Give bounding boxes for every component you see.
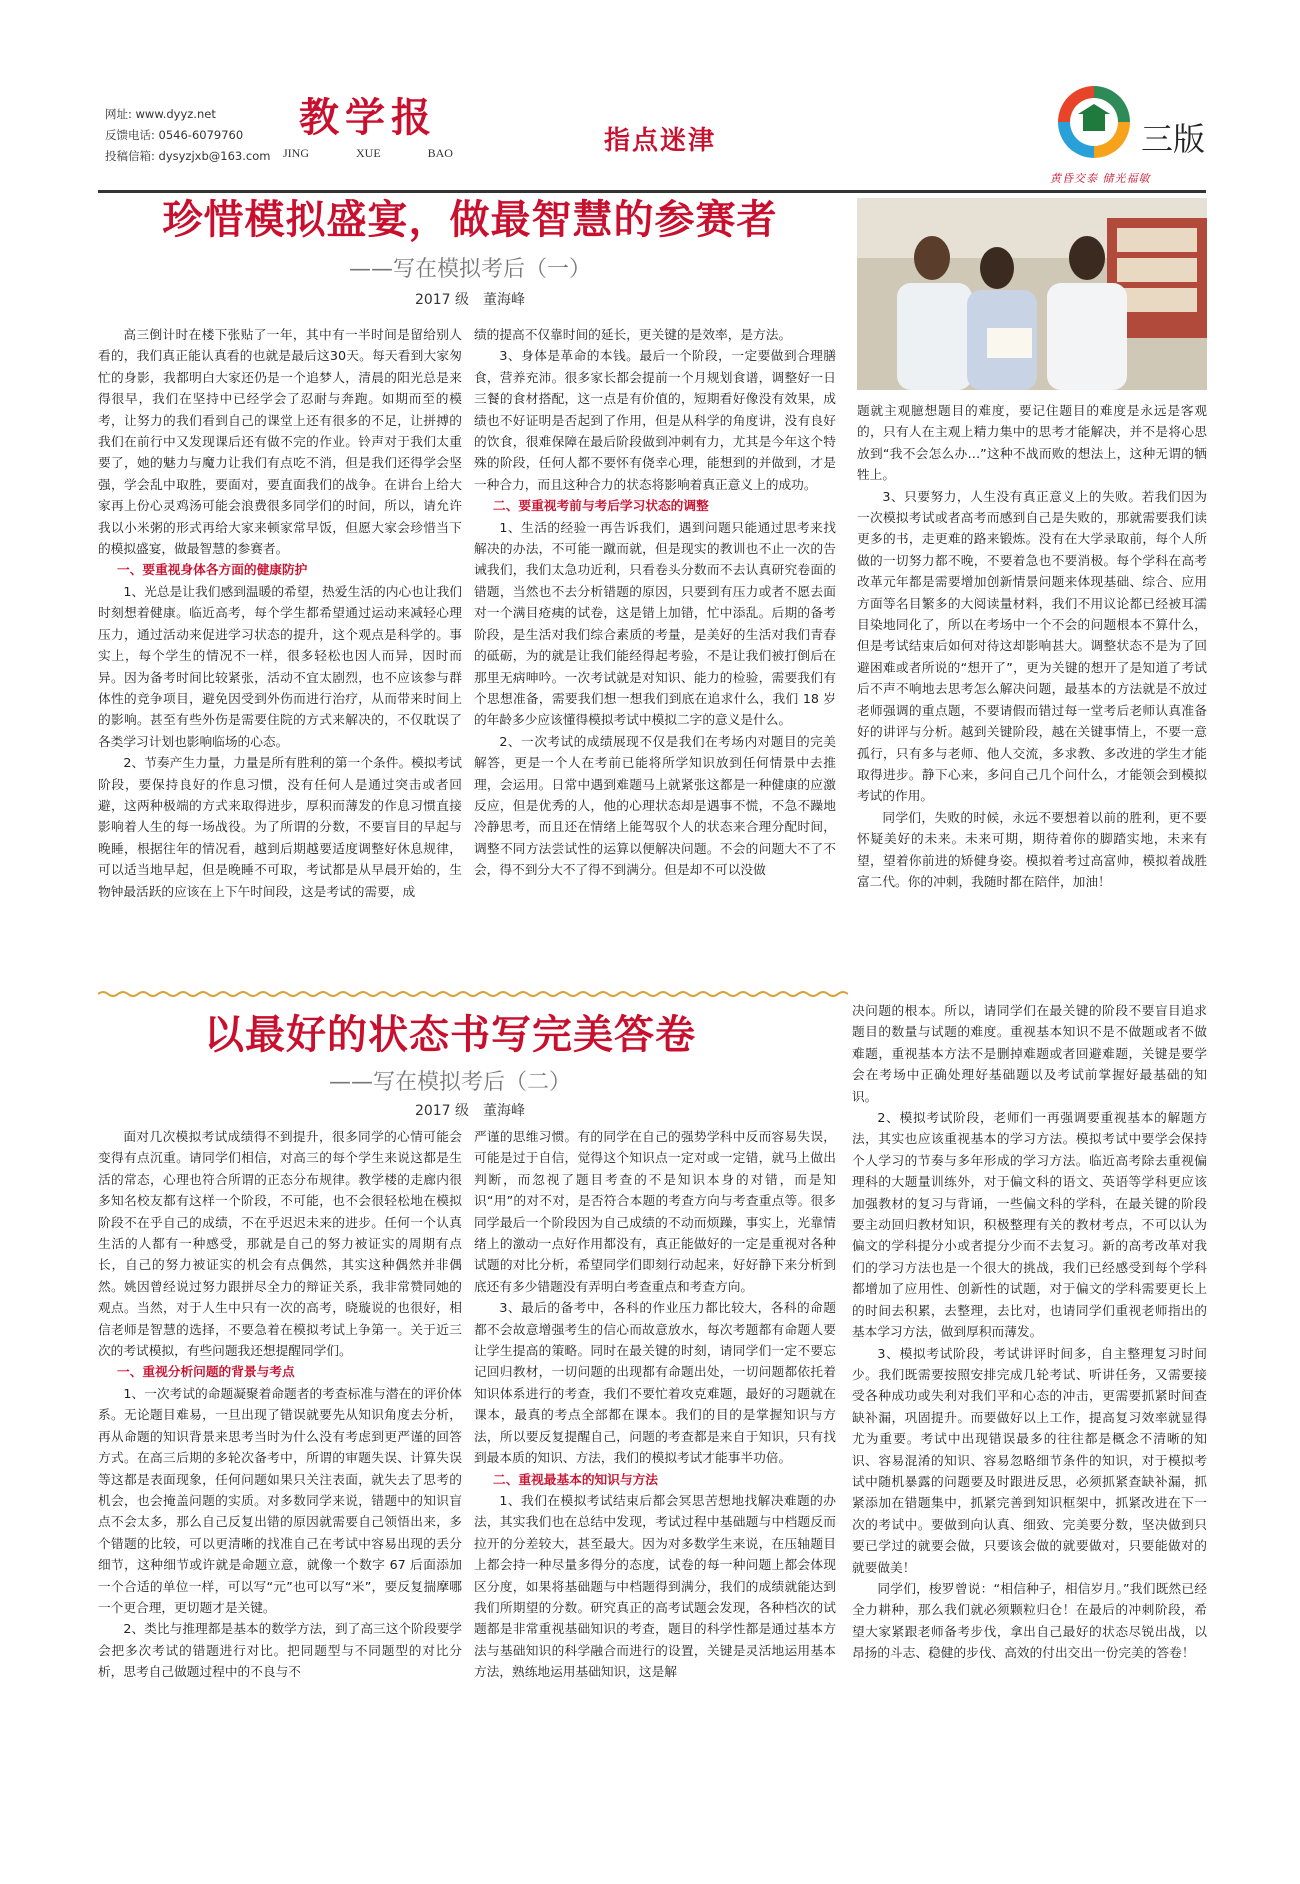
article1-column-1	[98, 324, 462, 1004]
pinyin-3: BAO	[427, 146, 453, 160]
logo-center	[1070, 98, 1118, 146]
wavy-divider	[98, 990, 848, 998]
school-logo-icon	[1058, 86, 1130, 158]
article1-subtitle: ——写在模拟考后（一）	[348, 257, 591, 282]
paragraph: 1、生活的经验一再告诉我们，遇到问题只能通过思考来找解决的办法，不可能一蹴而就，但是现实的教训也不止一次的告诫我们，我们太急功近利，只看卷头分数而不去认真研究卷面的错题，当然也不去分析错题的原因，只要到有压力或者不愿去面对一个满目疮痍的试卷，这是错上加错，忙中添乱。后期的备考阶段，是生活对我们综合素质的考量，是美好的生活对我们青春的砥砺，为的就是让我们能经得起考验，不是让我们被打倒后在那里无病呻吟。一次考试就是对知识、能力的检验，需要我们有个思想准备，需要我们想一想我们到底在追求什么，我们 18 岁的年龄多少应该懂得模拟考试中模拟二字的意义是什么。	[474, 519, 836, 728]
article2-column-2	[474, 1126, 836, 1826]
article2-byline: 2017 级 董海峰	[414, 1103, 526, 1119]
building-icon	[1083, 113, 1105, 131]
article1-col3-body	[857, 400, 1207, 892]
article2-column-3	[852, 1000, 1207, 1800]
article1-title: 珍惜模拟盛宴，做最智慧的参赛者	[162, 196, 778, 243]
article-photo	[857, 198, 1207, 390]
paragraph: 2、模拟考试阶段，老师们一再强调要重视基本的解题方法，其实也应该重视基本的学习方法。模拟考试中要学会保持个人学习的节奏与多年形成的学习方法。临近高考除去重视偏理科的大题量训练外，对于偏文科的语文、英语等学科更应该加强教材的复习与背诵，一些偏文科的学科，在最关键的阶段要主动回归教材知识，积极整理有关的教材考点，不可以认为偏文的学科提分小或者提分少而不去复习。新的高考改革对我们的学习方法也是一个很大的挑战，我们已经感受到每个学科都增加了应用性、创新性的试题，对于偏文的学科需要更长上的时间去积累，去整理，去比对，也请同学们重视老师指出的基本学习方法，做到厚积而薄发。	[852, 1110, 1207, 1340]
column-title: 指点迷津	[603, 126, 716, 156]
section-heading: 一、重视分析问题的背景与考点	[117, 1364, 295, 1380]
paragraph: 2、一次考试的成绩展现不仅是我们在考场内对题目的完美解答，更是一个人在考前已能将所学知识放到任何情景中去推理，会运用。日常中遇到难题马上就紧张这都是一种健康的应激反应，但是优秀的人，他的心理状态却是遇事不慌，不急不躁地冷静思考，而且还在情绪上能驾驭个人的状态来合理分配时间，调整不同方法尝试性的运算以便解决问题。不会的问题大不了不会，得不到分大不了得不到满分。但是却不可以没做	[474, 733, 836, 878]
paragraph: 3、模拟考试阶段，考试讲评时间多，自主整理复习时间少。我们既需要按照安排完成几轮考试、听讲任务，又需要接受各种成功或失利对我们平和心态的冲击，更需要抓紧时间查缺补漏，巩固提升。而要做好以上工作，提高复习效率就显得尤为重要。考试中出现错误最多的往往都是概念不清晰的知识、容易混淆的知识、容易忽略细节条件的知识，对于模拟考试中随机暴露的问题要及时跟进反思，必须抓紧查缺补漏，抓紧添加在错题集中，抓紧完善到知识框架中，抓紧改进在下一次的考试中。要做到向认真、细致、完美要分数，坚决做到只要已学过的就要会做，只要该会做的就要做对，只要能做对的就要做美！	[852, 1345, 1207, 1575]
newspaper-name: 教学报	[299, 94, 437, 141]
article2-column-1	[98, 1126, 462, 1826]
paragraph: 严谨的思维习惯。有的同学在自己的强势学科中反而容易失误，可能是过于自信，觉得这个知识点一定对或一定错，就马上做出判断，而忽视了题目考查的不是知识本身的对错，而是知识“用”的对不对，是否符合本题的考查方向与考查重点等。很多同学最后一个阶段因为自己成绩的不动而烦躁，事实上，光靠情绪上的激动一点好作用都没有，真正能做好的一定是重视对各种试题的对比分析，希望同学们即刻行动起来，好好静下来分析到底还有多少错题没有弄明白考查重点和考查方向。	[474, 1129, 836, 1294]
masthead-rule	[98, 190, 1206, 193]
newspaper-pinyin	[283, 146, 453, 161]
section-heading: 二、重视最基本的知识与方法	[493, 1471, 658, 1487]
article1-col1-body	[98, 324, 462, 902]
email-text: 投稿信箱: dysyzjxb@163.com	[105, 149, 271, 163]
paragraph: 2、节奏产生力量，力量是所有胜利的第一个条件。模拟考试阶段，要保持良好的作息习惯，没有任何人是通过突击或者回避，这两种极端的方式来取得进步，厚积而薄发的作息习惯直接影响着人生的每一场战役。为了所谓的分数，不要盲目的早起与晚睡，根据往年的情况看，越到后期越要适度调整好休息规律，可以适当地早起，但是晚睡不可取，考试都是从早晨开始的，生物钟最活跃的应该在上下午时间段，这是考试的需要，成	[98, 755, 462, 899]
paragraph: 2、类比与推理都是基本的数学方法，到了高三这个阶段要学会把多次考试的错题进行对比。把同题型与不同题型的对比分析，思考自己做题过程中的不良与不	[98, 1621, 462, 1680]
paragraph: 同学们，梭罗曾说：“相信种子，相信岁月。”我们既然已经全力耕种，那么我们就必须颗粒归仓！在最后的冲刺阶段，希望大家紧跟老师备考步伐，拿出自己最好的状态尽锐出战，以昂扬的斗志、稳健的步伐、高效的付出交出一份完美的答卷！	[852, 1580, 1207, 1661]
paragraph: 1、一次考试的命题凝聚着命题者的考查标准与潜在的评价体系。无论题目难易，一旦出现了错误就要先从知识角度去分析，再从命题的知识背景来思考当时为什么没有考虑到更严谨的回答方式。在高三后期的多轮次备考中，所谓的审题失误、计算失误等这都是表面现象，任何问题如果只关注表面，就失去了思考的机会，也会掩盖问题的实质。对多数同学来说，错题中的知识盲点不会太多，那么自己反复出错的原因就需要自己领悟出来，多个错题的比较，可以更清晰的找准自己在考试中容易出现的丢分细节，这种细节或许就是命题立意，就像一个数字 67 后面添加一个合适的单位一样，可以写“元”也可以写“米”，要反复揣摩哪一个更合理，更切题才是关键。	[98, 1385, 462, 1615]
slogan-text: 黄昏交泰 储光福敏	[1050, 172, 1151, 185]
paragraph: 同学们，失败的时候，永远不要想着以前的胜利，更不要怀疑美好的未来。未来可期，期待着你的脚踏实地，未来有望，望着你前进的矫健身姿。模拟着考过高富帅，模拟着战胜富二代。你的冲刺，我随时都在陪伴，加油！	[857, 809, 1207, 889]
article2-col3-body	[852, 1000, 1207, 1664]
section-heading: 二、要重视考前与考后学习状态的调整	[493, 498, 709, 514]
masthead-contact	[105, 104, 275, 167]
article2-col1-body	[98, 1126, 462, 1683]
edition-label: 三版	[1141, 120, 1206, 158]
paragraph: 决问题的根本。所以，请同学们在最关键的阶段不要盲目追求题目的数量与试题的难度。重视基本知识不是不做题或者不做难题，重视基本方法不是删掉难题或者回避难题，关键是要学会在考场中正确处理好基础题以及考试前掌握好最基础的知识。	[852, 1003, 1207, 1104]
paragraph: 3、身体是革命的本钱。最后一个阶段，一定要做到合理膳食，营养充沛。很多家长都会提前一个月规划食谱，调整好一日三餐的食材搭配，这一点是有价值的，短期看好像没有效果，成绩也不好证明是否起到了作用，但是从科学的角度讲，没有良好的饮食，很难保障在最后阶段做到冲刺有力，尤其是今年这个特殊的阶段，任何人都不要怀有侥幸心理，能想到的并做到，才是一种合力，而且这种合力的状态将影响着真正意义上的成功。	[474, 348, 836, 492]
pinyin-2: XUE	[355, 146, 381, 160]
paragraph: 题就主观臆想题目的难度，要记住题目的难度是永远是客观的，只有人在主观上精力集中的思考才能解决，并不是将心思放到“我不会怎么办…”这种不战而败的想法上，这种无谓的牺牲上。	[857, 403, 1207, 483]
pinyin-1: JING	[283, 146, 309, 160]
paragraph: 面对几次模拟考试成绩得不到提升，很多同学的心情可能会变得有点沉重。请同学们相信，对高三的每个学生来说这都是生活的常态，心理也符合所谓的正态分布规律。教学楼的走廊内很多知名校友都有这样一个阶段，不可能，也不会很轻松地在模拟阶段不在乎自己的成绩，不在乎迟迟未来的进步。任何一个认真生活的人都有一种感受，那就是自己的努力被证实的周期有点长，自己的努力被证实的机会有点偶然，其实这种偶然并非偶然。姚因曾经说过努力跟拼尽全力的辩证关系，我非常赞同她的观点。当然，对于人生中只有一次的高考，晓璇说的也很好，相信老师是智慧的选择，不要急着在模拟考试上争第一。关于近三次的考试模拟，有些问题我还想提醒同学们。	[98, 1129, 462, 1359]
website-text: 网址: www.dyyz.net	[105, 107, 216, 121]
paragraph: 高三倒计时在楼下张贴了一年，其中有一半时间是留给别人看的，我们真正能认真看的也就是最后这30天。每天看到大家匆忙的身影，我都明白大家还仍是一个追梦人，清晨的阳光总是来得很早，我们在坚持中已经学会了忍耐与奔跑。如期而至的模考，让努力的我们看到自己的课堂上还有很多的不足，让拼搏的我们在前行中又发现课后还有做不完的作业。铃声对于我们太重要了，她的魅力与魔力让我们有点吃不消，但是我们还得学会坚强，学会乱中取胜，要面对，要直面我们的战争。在讲台上给大家再上份心灵鸡汤可能会浪费很多同学们的时间，所以，请允许我以小米粥的形式再给大家来顿家常早饭，但愿大家会珍惜当下的模拟盛宴，做最智慧的参赛者。	[98, 327, 462, 557]
article1-col2-body	[474, 324, 836, 881]
paragraph: 3、最后的备考中，各科的作业压力都比较大，各科的命题都不会故意增强考生的信心而故意放水，每次考题都有命题人要让学生提高的策略。同时在最关键的时刻，请同学们一定不要忘记回归教材，一切问题的出现都有命题出处，一切问题都依托着知识体系进行的考查，我们不要忙着攻克难题，最好的习题就在课本，最真的考点全部都在课本。我们的目的是掌握知识与方法，所以要反复提醒自己，问题的考查都是来自于知识，只有找到最本质的知识、方法，我们的模拟考试才能事半功倍。	[474, 1300, 836, 1466]
paragraph: 绩的提高不仅靠时间的延长，更关键的是效率，是方法。	[474, 327, 792, 342]
paragraph: 1、我们在模拟考试结束后都会冥思苦想地找解决难题的办法，其实我们也在总结中发现，考试过程中基础题与中档题反而拉开的分差较大，甚至最大。因为对多数学生来说，在压轴题目上都会持一种尽量多得分的态度，试卷的每一种问题上都会体现区分度，如果将基础题与中档题得到满分，我们的成绩就能达到我们所期望的分数。研究真正的高考试题会发现，各种档次的试题都是非常重视基础知识的考查，题目的科学性都是通过基本方法与基础知识的科学融合而进行的设置，关键是灵活地运用基本方法，熟练地运用基础知识，这是解	[474, 1492, 836, 1680]
section-heading: 一、要重视身体各方面的健康防护	[117, 562, 308, 578]
article1-column-3	[857, 400, 1207, 980]
phone-text: 反馈电话: 0546-6079760	[105, 128, 244, 142]
paragraph: 1、光总是让我们感到温暖的希望，热爱生活的内心也让我们时刻想着健康。临近高考，每个学生都希望通过运动来减轻心理压力，通过活动来促进学习状态的提升，这个观点是科学的。事实上，每个学生的情况不一样，很多轻松也因人而异，因时而异。因为备考时间比较紧张，活动不宜太剧烈，也不应该参与群体性的竞争项目，避免因受到外伤而进行治疗，从而带来时间上的影响。甚至有些外伤是需要住院的方式来解决的，不仅耽误了各类学习计划也影响临场的心态。	[98, 583, 462, 749]
article1-byline: 2017 级 董海峰	[414, 292, 526, 308]
article1-column-2	[474, 324, 836, 1004]
paragraph: 3、只要努力，人生没有真正意义上的失败。若我们因为一次模拟考试或者高考而感到自己是失败的，那就需要我们读更多的书，走更难的路来锻炼。没有在大学录取前，每个人所做的一切努力都不晚，不要着急也不要消极。每个学科在高考改革元年都是需要增加创新情景问题来体现基础、综合、应用方面等名目繁多的大阅读量材料，我们不用议论都已经被耳濡目染地同化了，所以在考场中一个不会的问题根本不算什么，但是考试结束后如何对待这却影响甚大。调整状态不是为了回避困难或者所说的“想开了”，更为关键的想开了是知道了考试后不声不响地去思考怎么解决问题，最基本的方法就是不放过老师强调的重点题，不要请假而错过每一堂考后老师认真准备好的讲评与分析。越到关键阶段，越在关键事情上，不要一意孤行，只有多与老师、他人交流，多求教、多改进的学生才能取得进步。静下心来，多问自己几个问什么，才能领会到模拟考试的作用。	[857, 488, 1207, 804]
article2-title: 以最好的状态书写完美答卷	[204, 1011, 696, 1058]
teachers-students-photo-icon	[857, 198, 1207, 390]
article2-subtitle: ——写在模拟考后（二）	[328, 1070, 571, 1095]
article2-col2-body	[474, 1126, 836, 1683]
